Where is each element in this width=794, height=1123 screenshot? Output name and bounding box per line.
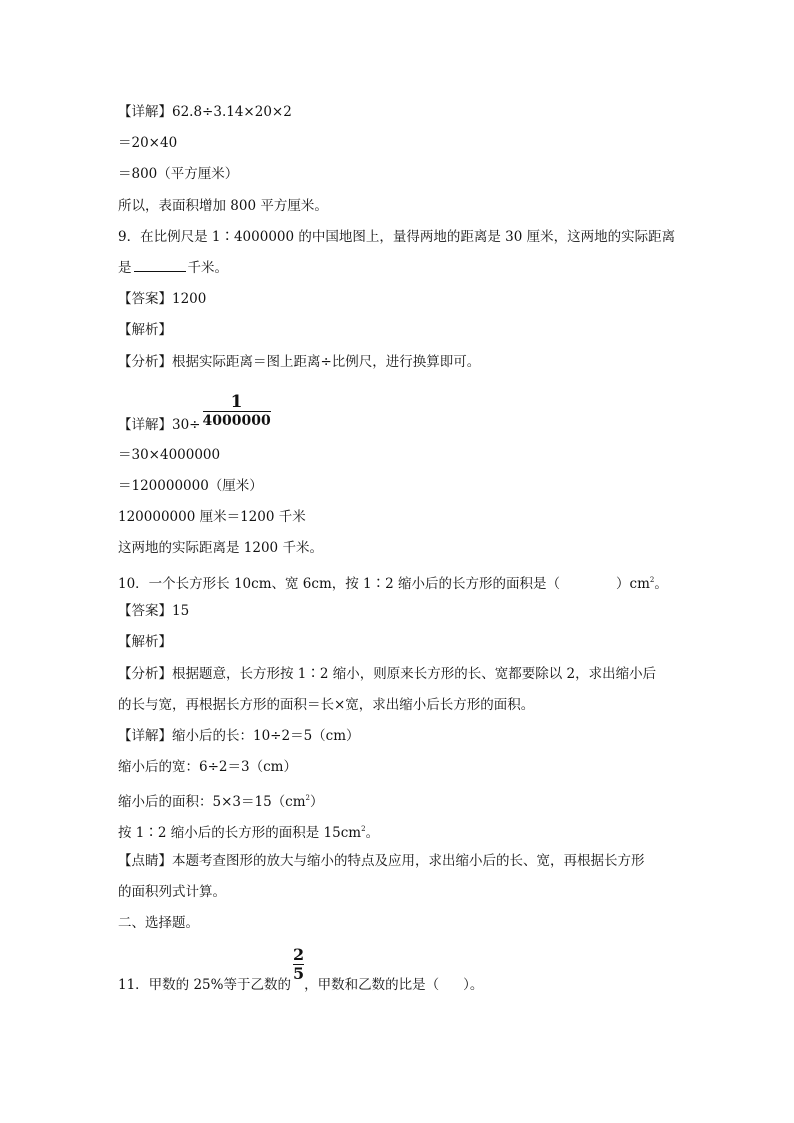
answer-10: 【答案】15 (118, 603, 190, 619)
detail-line-1: 【详解】62.8÷3.14×20×2 (118, 104, 292, 120)
fraction-numerator: 1 (203, 393, 271, 412)
detail-9-line-4: 120000000 厘米＝1200 千米 (118, 509, 306, 525)
answer-9: 【答案】1200 (118, 291, 207, 307)
question-10 (118, 571, 668, 593)
detail-10-line-4-text: 按 1∶2 缩小后的长方形的面积是 15cm (118, 825, 362, 841)
detail-10-line-2: 缩小后的宽：6÷2＝3（cm） (118, 759, 297, 775)
conclusion-line: 所以，表面积增加 800 平方厘米。 (118, 198, 328, 214)
detail-10-line-3-end: ） (310, 794, 324, 810)
detail-10-line-3 (118, 789, 324, 811)
detail-9-line-3: ＝120000000（厘米） (118, 478, 263, 494)
detail-line-2: ＝20×40 (118, 135, 178, 151)
detail-10-line-1: 【详解】缩小后的长：10÷2＝5（cm） (118, 728, 360, 744)
question-11-end: ）。 (463, 977, 484, 993)
question-9-prefix: 是 (118, 260, 132, 276)
fraction-denominator: 4000000 (202, 413, 271, 429)
answer-blank (134, 259, 186, 272)
detail-9-line-5: 这两地的实际距离是 1200 千米。 (118, 540, 323, 556)
analysis-heading-10: 【解析】 (118, 634, 172, 650)
superscript-2: 2 (649, 576, 655, 584)
detail-line-3: ＝800（平方厘米） (118, 166, 239, 182)
question-11-fraction (293, 946, 304, 983)
analysis-10-line-2: 的长与宽，再根据长方形的面积＝长×宽，求出缩小后长方形的面积。 (118, 697, 535, 713)
question-10-unit: ）cm (616, 576, 650, 592)
detail-9-prefix: 【详解】30÷ (118, 417, 201, 433)
fraction-denominator: 5 (292, 964, 305, 983)
key-point-10-line-1: 【点睛】本题考查图形的放大与缩小的特点及应用，求出缩小后的长、宽，再根据长方形 (118, 853, 645, 869)
question-9-line-2 (118, 259, 228, 277)
question-9-suffix: 千米。 (187, 260, 228, 276)
detail-9-line-2: ＝30×4000000 (118, 447, 221, 463)
analysis-9: 【分析】根据实际距离＝图上距离÷比例尺，进行换算即可。 (118, 354, 481, 370)
detail-9-line-1 (118, 393, 271, 433)
fraction-numerator: 2 (292, 945, 305, 964)
superscript-2: 2 (361, 825, 366, 833)
superscript-2: 2 (305, 794, 310, 802)
scale-fraction (203, 393, 271, 430)
question-11 (118, 946, 483, 992)
analysis-heading-9: 【解析】 (118, 322, 172, 338)
detail-10-line-4 (118, 820, 379, 842)
question-10-text: 10．一个长方形长 10cm、宽 6cm，按 1∶2 缩小后的长方形的面积是（ (118, 576, 561, 592)
question-10-end: 。 (654, 576, 668, 592)
question-11-text: 11．甲数的 25%等于乙数的 (118, 977, 291, 993)
section-heading-choice: 二、选择题。 (118, 915, 199, 931)
analysis-10-line-1: 【分析】根据题意，长方形按 1∶2 缩小，则原来长方形的长、宽都要除以 2，求出缩小后 (118, 666, 657, 682)
question-9-line-1: 9．在比例尺是 1∶4000000 的中国地图上，量得两地的距离是 30 厘米，这两地的实际距离 (118, 229, 676, 245)
detail-10-line-4-end: 。 (365, 825, 380, 841)
question-11-tail: ，甲数和乙数的比是（ (304, 977, 440, 993)
key-point-10-line-2: 的面积列式计算。 (118, 884, 226, 900)
detail-10-line-3-text: 缩小后的面积：5×3＝15（cm (118, 794, 306, 810)
